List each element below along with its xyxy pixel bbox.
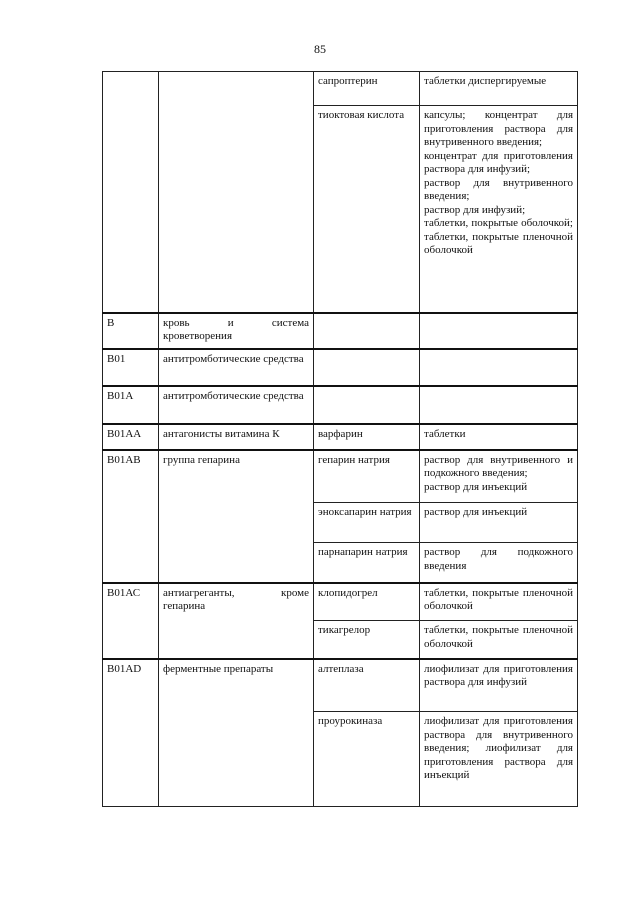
dosage-form-cell: таблетки, покрытые пленочной оболочкой	[420, 583, 578, 621]
group-name-cell: группа гепарина	[159, 450, 314, 583]
group-name-cell: антитромботические средства	[159, 349, 314, 386]
dosage-form-cell: таблетки	[420, 424, 578, 450]
dosage-form-cell: таблетки диспергируемые	[420, 72, 578, 106]
inn-cell: эноксапарин натрия	[314, 503, 420, 543]
dosage-form-cell: раствор для внутривенного и подкожного введения; раствор для инъекций	[420, 450, 578, 503]
inn-cell: клопидогрел	[314, 583, 420, 621]
inn-cell	[314, 386, 420, 424]
drug-table	[102, 71, 578, 807]
dosage-form-cell: раствор для подкожного введения	[420, 543, 578, 583]
page-number: 85	[314, 42, 326, 56]
group-name-cell: антитромботические средства	[159, 386, 314, 424]
group-name-cell: антагонисты витамина К	[159, 424, 314, 450]
dosage-form-cell: таблетки, покрытые пленочной оболочкой	[420, 621, 578, 659]
table-row	[103, 349, 578, 386]
dosage-form-cell	[420, 313, 578, 349]
dosage-form-cell: капсулы; концентрат для приготовления раствора для внутривенного введения; концентрат для приготовления раствора для инфузий; раствор для внутривенного введения; раствор для инфузий; таблетки, покрытые оболочкой; таблетки, покрытые пленочной оболочкой	[420, 106, 578, 313]
table-row	[103, 424, 578, 450]
atc-code-cell: В01	[103, 349, 159, 386]
atc-code-cell	[103, 72, 159, 313]
dosage-form-cell: лиофилизат для приготовления раствора для инфузий	[420, 659, 578, 712]
atc-code-cell: В	[103, 313, 159, 349]
group-name-cell: кровь и система кроветворения	[159, 313, 314, 349]
table-row	[103, 386, 578, 424]
inn-cell: гепарин натрия	[314, 450, 420, 503]
atc-code-cell: В01АА	[103, 424, 159, 450]
atc-code-cell: В01АС	[103, 583, 159, 659]
atc-code-cell: В01АD	[103, 659, 159, 807]
group-name-cell: ферментные препараты	[159, 659, 314, 807]
inn-cell: парнапарин натрия	[314, 543, 420, 583]
table-row	[103, 72, 578, 106]
dosage-form-cell	[420, 386, 578, 424]
dosage-form-cell: лиофилизат для приготовления раствора для внутривенного введения; лиофилизат для приготовления раствора для инъекций	[420, 712, 578, 807]
inn-cell: алтеплаза	[314, 659, 420, 712]
inn-cell	[314, 313, 420, 349]
atc-code-cell: В01А	[103, 386, 159, 424]
atc-code-cell: В01АВ	[103, 450, 159, 583]
inn-cell: варфарин	[314, 424, 420, 450]
table-row	[103, 659, 578, 712]
table-row	[103, 583, 578, 621]
table-row	[103, 450, 578, 503]
table-row	[103, 313, 578, 349]
inn-cell: сапроптерин	[314, 72, 420, 106]
group-name-cell	[159, 72, 314, 313]
inn-cell	[314, 349, 420, 386]
inn-cell: тикагрелор	[314, 621, 420, 659]
inn-cell: проурокиназа	[314, 712, 420, 807]
inn-cell: тиоктовая кислота	[314, 106, 420, 313]
dosage-form-cell: раствор для инъекций	[420, 503, 578, 543]
dosage-form-cell	[420, 349, 578, 386]
group-name-cell: антиагреганты, кроме гепарина	[159, 583, 314, 659]
